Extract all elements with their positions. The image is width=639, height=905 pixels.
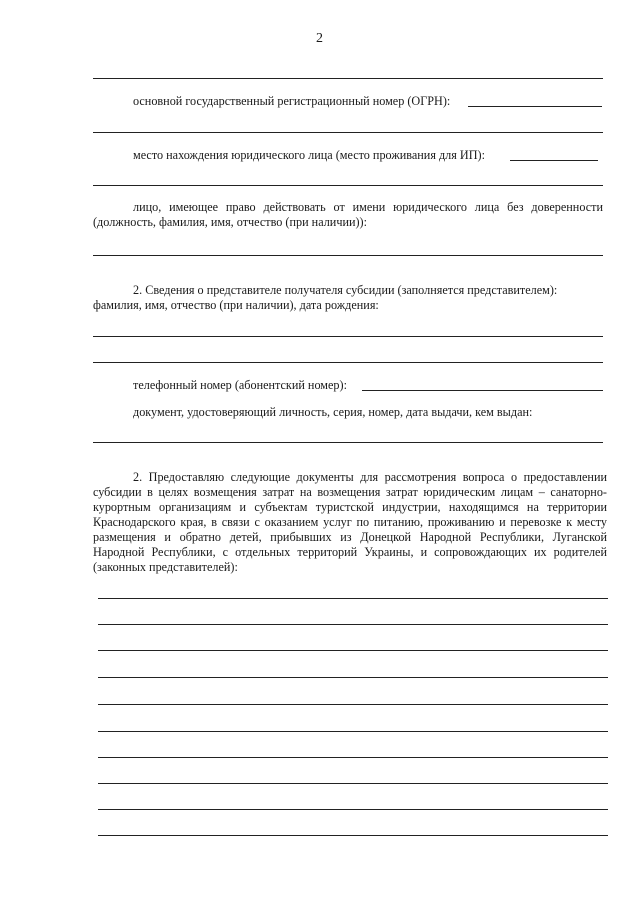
location-label: место нахождения юридического лица (место проживания для ИП): bbox=[133, 148, 485, 162]
fill-line[interactable] bbox=[93, 132, 603, 133]
documents-line[interactable] bbox=[98, 598, 608, 599]
documents-line[interactable] bbox=[98, 809, 608, 810]
authorized-person-field[interactable] bbox=[93, 255, 603, 256]
ogrn-field[interactable] bbox=[468, 106, 602, 107]
documents-line[interactable] bbox=[98, 650, 608, 651]
id-document-label: документ, удостоверяющий личность, серия, номер, дата выдачи, кем выдан: bbox=[133, 405, 533, 419]
location-row bbox=[133, 148, 485, 163]
location-field[interactable] bbox=[510, 160, 598, 161]
ogrn-row bbox=[133, 94, 450, 109]
phone-label: телефонный номер (абонентский номер): bbox=[133, 378, 347, 392]
id-document-field[interactable] bbox=[93, 442, 603, 443]
authorized-person-label: лицо, имеющее право действовать от имени юридического лица без доверенности (должность, фамилия, имя, отчество (при наличии)): bbox=[93, 200, 603, 229]
documents-line[interactable] bbox=[98, 757, 608, 758]
documents-line[interactable] bbox=[98, 731, 608, 732]
fill-line[interactable] bbox=[93, 362, 603, 363]
documents-line[interactable] bbox=[98, 624, 608, 625]
documents-line[interactable] bbox=[98, 783, 608, 784]
fill-line[interactable] bbox=[93, 78, 603, 79]
fill-line[interactable] bbox=[93, 185, 603, 186]
representative-section-title: 2. Сведения о представителе получателя субсидии (заполняется представителем): bbox=[133, 283, 558, 297]
ogrn-label: основной государственный регистрационный номер (ОГРН): bbox=[133, 94, 451, 108]
documents-line[interactable] bbox=[98, 677, 608, 678]
documents-paragraph: 2. Предоставляю следующие документы для рассмотрения вопроса о предоставлении субсидии в целях возмещения затрат на возмещения затрат юридическим лицам – санаторно-курортным организациям и субъектам туристской индустрии, находящимся на территории Краснодарского края, в связи с оказанием услуг по питанию, проживанию и перевозке к месту размещения и обратно детей, прибывших из Донецкой Народной Республики, Луганской Народной Республики, с отдельных территорий Украины, и сопровождающих их родителей (законных представителей): bbox=[93, 470, 607, 574]
phone-field[interactable] bbox=[362, 390, 603, 391]
documents-line[interactable] bbox=[98, 704, 608, 705]
representative-name-label: фамилия, имя, отчество (при наличии), дата рождения: bbox=[93, 298, 379, 312]
representative-name-field[interactable] bbox=[93, 336, 603, 337]
page-number: 2 bbox=[316, 31, 323, 46]
documents-line[interactable] bbox=[98, 835, 608, 836]
